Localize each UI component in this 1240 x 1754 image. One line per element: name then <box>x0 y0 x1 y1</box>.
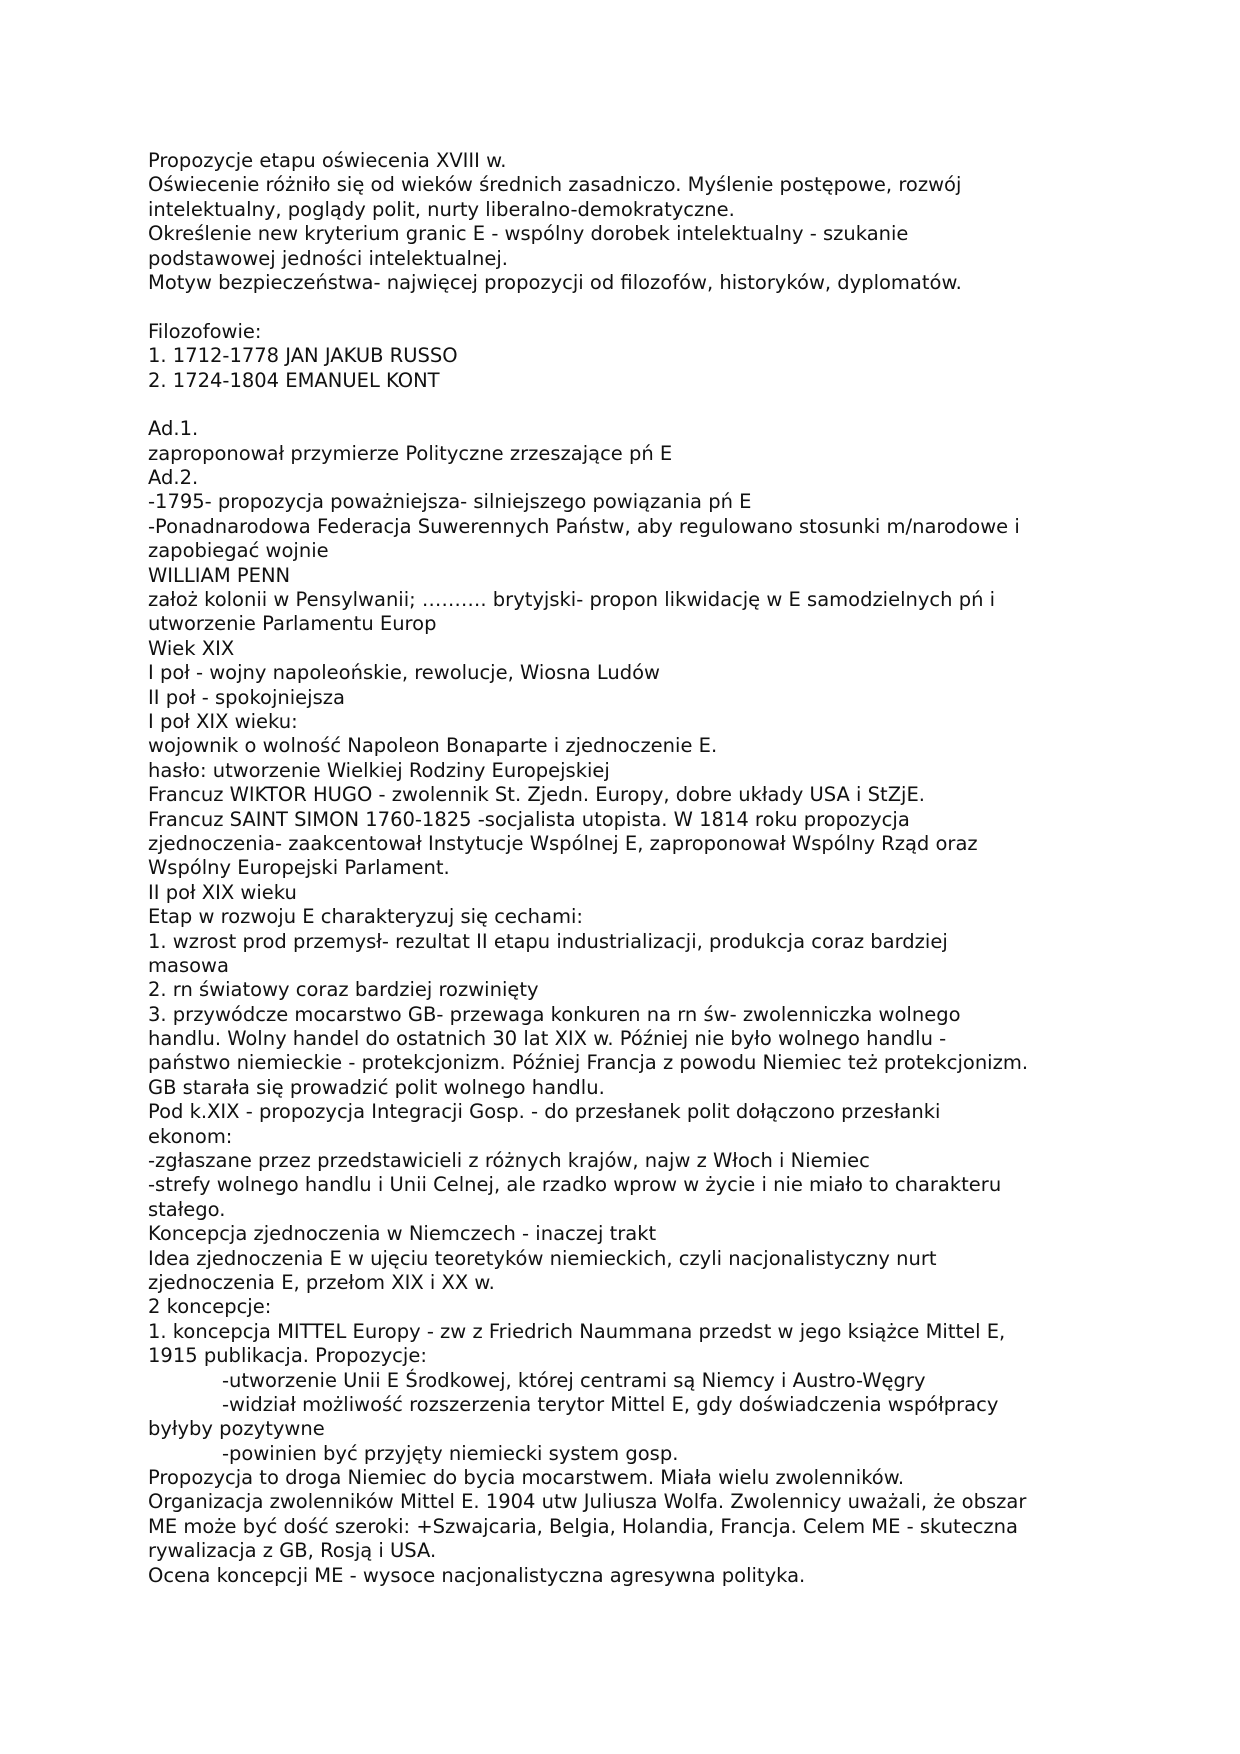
text-line: masowa <box>148 953 229 977</box>
section-heading: Filozofowie: <box>148 319 262 343</box>
text-line: -Ponadnarodowa Federacja Suwerennych Państw, aby regulowano stosunki m/narodowe i <box>148 514 1020 538</box>
blank-line <box>148 295 1108 319</box>
section-heading: Koncepcja zjednoczenia w Niemczech - inaczej trakt <box>148 1222 657 1246</box>
blank-line <box>148 393 1108 417</box>
section-heading: Wiek XIX <box>148 636 235 660</box>
text-line: Motyw bezpieczeństwa- najwięcej propozycji od filozofów, historyków, dyplomatów. <box>148 270 962 294</box>
text-line: Francuz WIKTOR HUGO - zwolennik St. Zjedn. Europy, dobre układy USA i StZjE. <box>148 783 925 807</box>
text-line: państwo niemieckie - protekcjonizm. Później Francja z powodu Niemiec też protekcjonizm. <box>148 1051 1029 1075</box>
text-line: hasło: utworzenie Wielkiej Rodziny Europejskiej <box>148 758 610 782</box>
text-line: Propozycja to droga Niemiec do bycia mocarstwem. Miała wielu zwolenników. <box>148 1466 905 1490</box>
text-line: -zgłaszane przez przedstawicieli z różnych krajów, najw z Włoch i Niemiec <box>148 1149 870 1173</box>
text-line: założ kolonii w Pensylwanii; ………. brytyjski- propon likwidację w E samodzielnych pń i <box>148 588 996 612</box>
text-line: Oświecenie różniło się od wieków średnich zasadniczo. Myślenie postępowe, rozwój <box>148 173 962 197</box>
text-line: Etap w rozwoju E charakteryzuj się cechami: <box>148 905 583 929</box>
text-line: GB starała się prowadzić polit wolnego handlu. <box>148 1075 605 1099</box>
text-line: stałego. <box>148 1197 226 1221</box>
text-line: intelektualny, poglądy polit, nurty liberalno-demokratyczne. <box>148 197 735 221</box>
section-heading: Ad.2. <box>148 466 199 490</box>
text-line: podstawowej jedności intelektualnej. <box>148 246 508 270</box>
text-line: -strefy wolnego handlu i Unii Celnej, ale rzadko wprow w życie i nie miało to charakteru <box>148 1173 1002 1197</box>
text-line: Pod k.XIX - propozycja Integracji Gosp. - do przesłanek polit dołączono przesłanki <box>148 1100 941 1124</box>
text-line: handlu. Wolny handel do ostatnich 30 lat XIX w. Później nie było wolnego handlu - <box>148 1027 947 1051</box>
list-item: 3. przywódcze mocarstwo GB- przewaga konkuren na rn św- zwolenniczka wolnego <box>148 1002 961 1026</box>
text-line: WILLIAM PENN <box>148 563 291 587</box>
text-line: Określenie new kryterium granic E - wspólny dorobek intelektualny - szukanie <box>148 222 909 246</box>
text-line: Wspólny Europejski Parlament. <box>148 856 450 880</box>
text-line: zaproponował przymierze Polityczne zrzeszające pń E <box>148 441 673 465</box>
document-page <box>148 149 1108 1588</box>
list-item: 2. 1724-1804 EMANUEL KONT <box>148 368 440 392</box>
list-item: 1. koncepcja MITTEL Europy - zw z Friedrich Naummana przedst w jego książce Mittel E, <box>148 1319 1006 1343</box>
text-line: wojownik o wolność Napoleon Bonaparte i zjednoczenie E. <box>148 734 718 758</box>
list-item: 1. 1712-1778 JAN JAKUB RUSSO <box>148 344 458 368</box>
text-line: byłyby pozytywne <box>148 1417 325 1441</box>
text-line: utworzenie Parlamentu Europ <box>148 612 437 636</box>
section-heading: I poł XIX wieku: <box>148 709 298 733</box>
text-line: Organizacja zwolenników Mittel E. 1904 utw Juliusza Wolfa. Zwolennicy uważali, że obszar <box>148 1490 1027 1514</box>
document-title: Propozycje etapu oświecenia XVIII w. <box>148 149 507 172</box>
text-line: ME może być dość szeroki: +Szwajcaria, Belgia, Holandia, Francja. Celem ME - skuteczna <box>148 1514 1018 1538</box>
text-line: rywalizacja z GB, Rosją i USA. <box>148 1539 437 1563</box>
text-line: Ocena koncepcji ME - wysoce nacjonalistyczna agresywna polityka. <box>148 1563 806 1587</box>
sub-item: -powinien być przyjęty niemiecki system gosp. <box>222 1441 679 1465</box>
section-heading: II poł XIX wieku <box>148 880 297 904</box>
sub-item: -widział możliwość rozszerzenia terytor Mittel E, gdy doświadczenia współpracy <box>222 1392 999 1416</box>
list-item: 1. wzrost prod przemysł- rezultat II etapu industrializacji, produkcja coraz bardziej <box>148 929 948 953</box>
section-heading: Ad.1. <box>148 417 199 441</box>
text-line: I poł - wojny napoleońskie, rewolucje, Wiosna Ludów <box>148 661 660 685</box>
text-line: zjednoczenia E, przełom XIX i XX w. <box>148 1270 495 1294</box>
text-line: II poł - spokojniejsza <box>148 685 345 709</box>
text-line: zjednoczenia- zaakcentował Instytucje Wspólnej E, zaproponował Wspólny Rząd oraz <box>148 831 978 855</box>
text-line: zapobiegać wojnie <box>148 539 329 563</box>
text-line: 1915 publikacja. Propozycje: <box>148 1344 427 1368</box>
text-line: Idea zjednoczenia E w ujęciu teoretyków niemieckich, czyli nacjonalistyczny nurt <box>148 1246 937 1270</box>
text-line: ekonom: <box>148 1124 233 1148</box>
section-heading: 2 koncepcje: <box>148 1295 272 1319</box>
sub-item: -utworzenie Unii E Środkowej, której centrami są Niemcy i Austro-Węgry <box>222 1368 926 1392</box>
list-item: 2. rn światowy coraz bardziej rozwinięty <box>148 978 539 1002</box>
text-line: -1795- propozycja poważniejsza- silniejszego powiązania pń E <box>148 490 752 514</box>
text-line: Francuz SAINT SIMON 1760-1825 -socjalista utopista. W 1814 roku propozycja <box>148 807 910 831</box>
